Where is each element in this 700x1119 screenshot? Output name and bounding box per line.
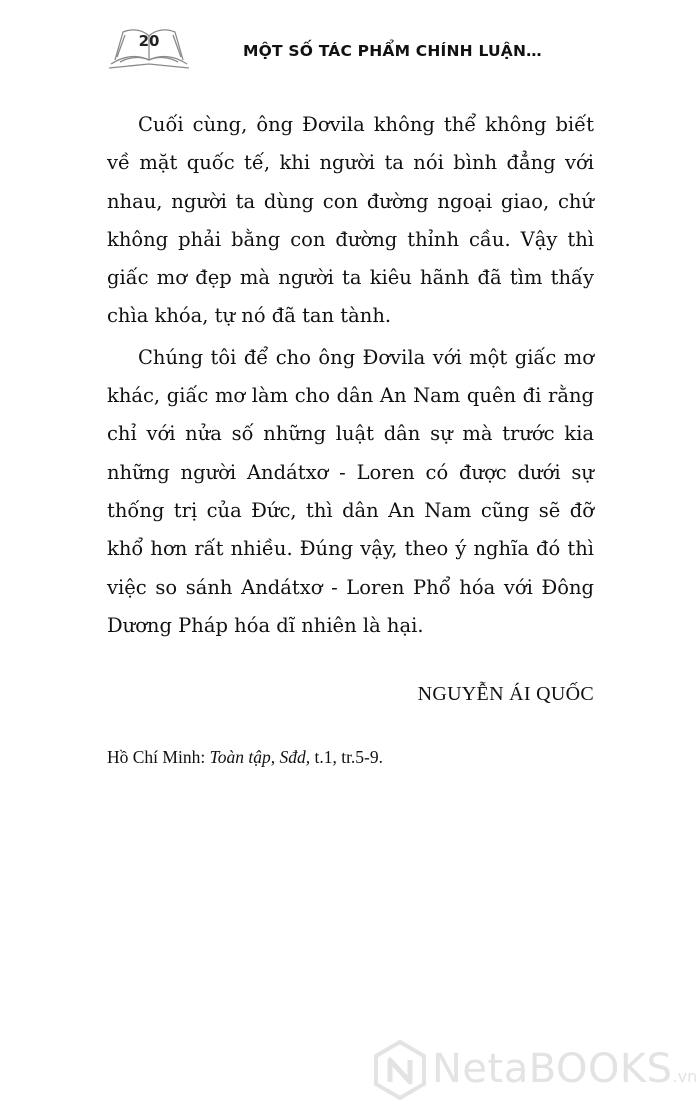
body-text — [107, 106, 594, 645]
page-header — [0, 0, 700, 80]
watermark-suffix: .vn — [672, 1067, 698, 1086]
netabooks-logo-icon — [372, 1040, 428, 1100]
citation-title: Toàn tập, Sđd, — [209, 747, 311, 767]
author-signature: NGUYỄN ÁI QUỐC — [417, 683, 594, 705]
citation-author: Hồ Chí Minh: — [107, 747, 210, 767]
paragraph: Chúng tôi để cho ông Đơvila với một giấc mơ khác, giấc mơ làm cho dân An Nam quên đi rằng chỉ với nửa số những luật dân sự mà trước kia những người Andátxơ - Loren có được dưới sự thống trị của Đức, thì dân An Nam cũng sẽ đỡ khổ hơn rất nhiều. Đúng vậy, theo ý nghĩa đó thì việc so sánh Andátxơ - Loren Phổ hóa với Đông Dương Pháp hóa dĩ nhiên là hại. — [107, 345, 594, 637]
paragraph: Cuối cùng, ông Đơvila không thể không biết về mặt quốc tế, khi người ta nói bình đẳng với nhau, người ta dùng con đường ngoại giao, chứ không phải bằng con đường thỉnh cầu. Vậy thì giấc mơ đẹp mà người ta kiêu hãnh đã tìm thấy chìa khóa, tự nó đã tan tành. — [107, 113, 594, 328]
watermark-brand: NetaBOOKS — [432, 1046, 673, 1092]
running-title: MỘT SỐ TÁC PHẨM CHÍNH LUẬN… — [243, 42, 542, 60]
page-number: 20 — [138, 32, 160, 50]
watermark — [372, 1040, 698, 1100]
citation-pages: t.1, tr.5-9. — [310, 747, 384, 767]
source-citation — [107, 747, 383, 768]
watermark-text — [432, 1046, 697, 1092]
